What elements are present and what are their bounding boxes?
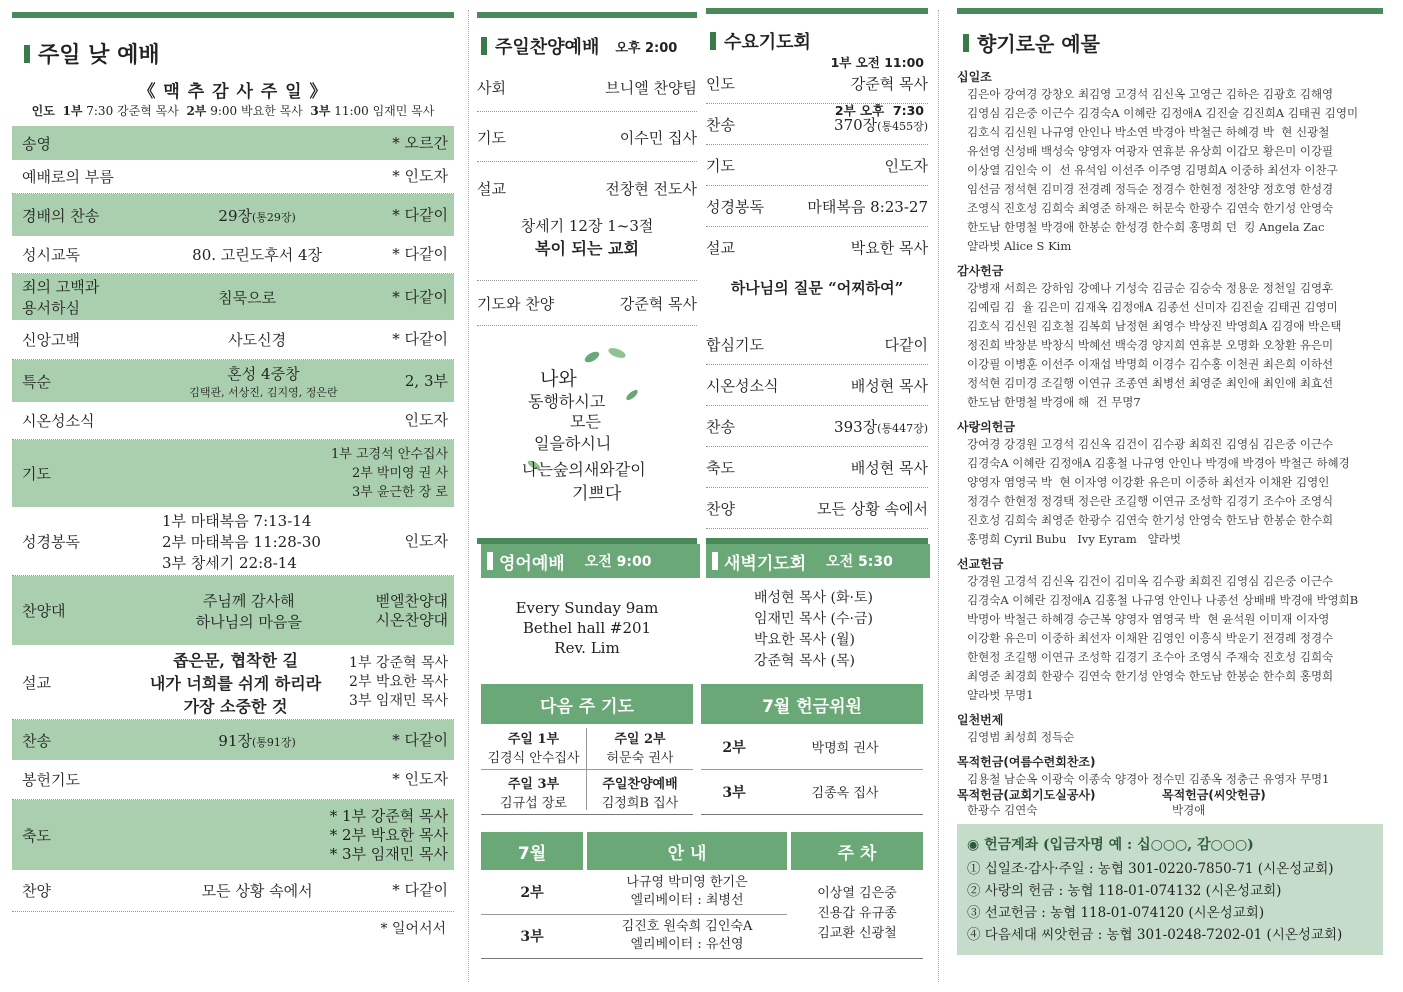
svg-text:기쁘다: 기쁘다 xyxy=(572,484,622,504)
guide-part: 3부 xyxy=(520,929,544,945)
row-value-text: 박요한 목사 xyxy=(850,239,928,257)
row-value xyxy=(851,73,928,94)
cm-value: 박명희 권사 xyxy=(811,741,879,756)
row-label: 설교 xyxy=(477,180,506,198)
schedule-value: 7:30 강준혁 목사 xyxy=(86,104,179,118)
row-label: 합심기도 xyxy=(706,335,764,354)
row-middle xyxy=(122,590,376,632)
row-label: 인도 xyxy=(706,74,735,93)
subtitle: 《 맥 추 감 사 주 일 》 xyxy=(138,82,328,102)
offering-names: 정경수 한현정 정경택 정은란 조길행 이연규 조성학 김경기 조수아 조영식 xyxy=(967,494,1334,508)
schedule-label: 2부 xyxy=(186,104,207,118)
offering-names: 김경숙A 이혜란 김정애A 김홍철 나규영 안인나 박경애 박경아 박철근 하혜경 xyxy=(967,456,1350,470)
row-right: * 인도자 xyxy=(392,167,448,185)
guide-a: 김진호 원숙희 김인숙A xyxy=(621,919,753,934)
np-cell xyxy=(481,724,586,769)
svg-text:일을하시니: 일을하시니 xyxy=(534,434,612,453)
offering-names: 김호식 김신원 김호철 김복희 남정현 최영수 박상진 박영희A 김경애 박은택 xyxy=(967,319,1342,333)
np-value: 허문숙 권사 xyxy=(606,750,674,766)
square-icon xyxy=(481,37,487,55)
row-right: * 다같이 xyxy=(392,881,448,899)
service-row xyxy=(12,800,454,870)
row-label: 찬송 xyxy=(706,417,735,436)
row-label: 특순 xyxy=(22,372,51,391)
next-prayer-header: 다음 주 기도 xyxy=(481,684,693,724)
row-value-text: 모든 상황 속에서 xyxy=(817,499,928,518)
row-label: 기도 xyxy=(706,156,735,175)
offering-category: 선교헌금 xyxy=(957,557,1004,571)
service-row xyxy=(12,320,454,360)
account-line: ① 십일조·감사·주일 : 농협 301-0220-7850-71 (시온성교회) xyxy=(967,861,1334,877)
row-label: 찬송 xyxy=(22,731,51,750)
purpose2-head: 목적헌금(씨앗헌금) xyxy=(1162,788,1266,802)
offering-names: 김은아 강여경 강창오 최김영 고경석 김신옥 고영근 김하은 김광호 김해영 xyxy=(967,87,1334,101)
row-middle-small: (통91장) xyxy=(251,735,296,749)
month-header: 7월 xyxy=(481,832,583,870)
english-worship-info xyxy=(477,598,697,658)
row-value-text: 370장 xyxy=(834,115,878,134)
np-value: 김경식 안수집사 xyxy=(487,750,580,766)
dawn-prayer-leaders xyxy=(754,588,873,672)
account-box xyxy=(957,824,1383,955)
top-bar xyxy=(706,8,928,14)
footnote: * 일어서서 xyxy=(380,921,446,937)
service-row xyxy=(12,360,454,402)
service-row xyxy=(12,720,454,760)
service-row xyxy=(12,236,454,274)
offering-names: 한현정 조길행 이연규 조성학 김경기 조수아 조영식 주재숙 진호성 김희숙 xyxy=(967,650,1334,664)
service-row xyxy=(12,126,454,160)
row-value-text: 배성현 목사 xyxy=(850,458,928,477)
wednesday-row xyxy=(706,186,928,227)
offering-names: 강병재 서희은 강하임 강예나 기성숙 김금순 김승숙 정용운 정천일 김영후 xyxy=(967,281,1334,295)
np-cell xyxy=(481,769,586,814)
row-label: 찬양 xyxy=(22,882,51,900)
offering-names: 한도남 한명철 박경애 한봉순 한성경 한수희 홍명희 던 킹 Angela Zac xyxy=(967,220,1325,234)
praise-row xyxy=(477,114,697,162)
offering-names: 한도남 한명철 박경애 해 건 무명7 xyxy=(967,395,1141,409)
section-title xyxy=(710,28,811,54)
offering-names: 이강환 유은미 이중하 최선자 이채완 김영인 이흥식 박운기 전경례 정경수 xyxy=(967,631,1334,645)
svg-text:모든: 모든 xyxy=(570,412,601,431)
offering-names: 김경숙A 이혜란 김정애A 김홍철 나규영 안인나 나종선 상배배 박경애 박영희B xyxy=(967,593,1359,607)
row-label: 축도 xyxy=(706,458,735,477)
offering-section xyxy=(957,262,1383,412)
wednesday-row xyxy=(706,406,928,447)
account-list xyxy=(967,858,1373,946)
row-right: 인도자 xyxy=(404,411,448,429)
row-middle-text: 사도신경 xyxy=(228,331,287,349)
english-worship-header xyxy=(481,544,700,578)
committee-header: 7월 헌금위원 xyxy=(701,684,923,724)
row-middle xyxy=(102,287,392,308)
time-line: 2부 오후 7:30 xyxy=(834,103,924,118)
wednesday-row xyxy=(706,365,928,406)
offering-names: 강여경 강경원 고경석 김신옥 김건이 김수광 최희진 김영심 김은중 이근수 xyxy=(967,437,1334,451)
offering-names: 김호식 김신원 나규영 안인나 박소연 박경아 박철근 하혜경 박 현 신광철 xyxy=(967,125,1330,139)
schedule-label: 인도 xyxy=(31,104,55,118)
cm-part: 2부 xyxy=(722,739,746,756)
row-label: 사회 xyxy=(477,79,506,97)
guide-a: 나규영 박미영 한기은 xyxy=(626,875,748,890)
title-text: 수요기도회 xyxy=(724,32,811,53)
row-right: * 오르간 xyxy=(392,133,448,152)
guide-cell xyxy=(587,870,787,914)
offering-names: 임선금 정석현 김미경 전경례 정득순 정경수 한현정 정찬양 정호영 한성경 xyxy=(967,182,1334,196)
eng-line: Every Sunday 9am xyxy=(515,599,659,617)
offering-lists xyxy=(957,64,1383,795)
title-text: 주일 낮 예배 xyxy=(38,43,160,68)
row-middle-text: 좁은문, 협착한 길 내가 너희를 쉬게 하리라 가장 소중한 것 xyxy=(149,650,322,716)
row-value xyxy=(851,375,928,396)
row-label: 기도와 찬양 xyxy=(477,294,555,313)
guide-b: 엘리베이터 : 최병선 xyxy=(630,893,744,908)
row-middle xyxy=(122,244,392,265)
dawn-line: 배성현 목사 (화·토) xyxy=(754,590,873,606)
service-row xyxy=(12,576,454,645)
offering-section xyxy=(957,418,1383,549)
row-middle xyxy=(122,205,392,226)
dawn-title: 새벽기도회 xyxy=(724,553,807,574)
time-line: 1부 오전 11:00 xyxy=(830,55,924,70)
offering-names: 양영자 염영국 박 현 이자영 이강환 유은미 이중하 최선자 이채완 김영인 xyxy=(967,475,1330,489)
row-middle-text: 모든 상황 속에서 xyxy=(201,882,313,900)
offering-category: 목적헌금(여름수련회찬조) xyxy=(957,755,1096,769)
row-label: 성경봉독 xyxy=(22,532,80,551)
dawn-line: 박요한 목사 (월) xyxy=(754,632,855,648)
row-label: 예배로의 부름 xyxy=(22,168,114,186)
schedule-label: 3부 xyxy=(310,104,331,118)
row-value xyxy=(834,416,928,437)
np-head: 주일찬양예배 xyxy=(602,776,678,792)
service-row xyxy=(12,194,454,236)
offering-names: 진호성 김희숙 최영준 한광수 김연숙 한기성 안영숙 한도남 한봉순 한수희 xyxy=(967,513,1334,527)
row-right: * 다같이 xyxy=(392,245,448,263)
offering-names: 박명아 박철근 하혜경 승근복 양영자 염영국 박 현 윤석원 이미재 이자영 xyxy=(967,612,1330,626)
offering-names: 얄라벗 Alice S Kim xyxy=(967,239,1072,253)
svg-text:나는숲의새와같이: 나는숲의새와같이 xyxy=(522,460,646,479)
park-line: 진용갑 유규종 xyxy=(817,906,897,921)
offering-category: 사랑의헌금 xyxy=(957,420,1015,434)
wednesday-row xyxy=(706,488,928,529)
row-middle-text: 80. 고린도후서 4장 xyxy=(192,246,323,264)
praise-row xyxy=(477,164,697,212)
account-line: ④ 다음세대 씨앗헌금 : 농협 301-0248-7202-01 (시온성교회) xyxy=(967,927,1343,943)
row-middle-text: 1부 마태복음 7:13-14 2부 마태복음 11:28-30 3부 창세기 22:8-14 xyxy=(162,511,321,572)
section-title xyxy=(481,33,677,59)
title-text: 주일찬양예배 xyxy=(495,37,600,58)
row-value-text: 배성현 목사 xyxy=(850,376,928,395)
schedule-value: 9:00 박요한 목사 xyxy=(210,104,303,118)
service-row xyxy=(12,402,454,440)
purpose2-value: 박경애 xyxy=(1172,803,1206,817)
offering-names: 최영준 최경희 한광수 김연숙 한기성 안영숙 한도남 한봉순 한수희 홍명희 xyxy=(967,669,1334,683)
title-text: 향기로운 예물 xyxy=(977,32,1100,56)
row-label: 축도 xyxy=(22,826,51,845)
row-middle xyxy=(122,329,392,350)
row-value-small: (통447장) xyxy=(877,421,928,435)
row-right: 2, 3부 xyxy=(404,371,448,390)
parking-cell xyxy=(791,870,923,958)
guide-header: 안 내 xyxy=(587,832,787,870)
offering-names: 강경원 고경석 김신옥 김건이 김미옥 김수광 최희진 김영심 김은중 이근수 xyxy=(967,574,1334,588)
offering-names: 이강필 이병훈 이선주 이재섭 박명희 이경수 김수홍 이천권 최은희 이하선 xyxy=(967,357,1334,371)
parking-header: 주 차 xyxy=(791,832,923,870)
row-value xyxy=(885,155,928,176)
row-middle xyxy=(122,510,405,573)
row-label: 기도 xyxy=(477,129,506,147)
cm-value: 김종옥 집사 xyxy=(811,786,879,801)
service-row xyxy=(12,870,454,912)
row-label: 성경봉독 xyxy=(706,197,764,216)
service-row xyxy=(12,760,454,800)
wednesday-row xyxy=(706,145,928,186)
offering-category: 감사헌금 xyxy=(957,264,1004,278)
row-value xyxy=(851,457,928,478)
row-label: 신앙고백 xyxy=(22,331,80,349)
purpose1-head: 목적헌금(교회기도실공사) xyxy=(957,788,1096,802)
row-right: 1부 고경석 안수집사 2부 박미영 권 사 3부 윤근한 장 로 xyxy=(331,447,448,500)
service-row xyxy=(12,160,454,194)
row-label: 설교 xyxy=(22,673,51,692)
leaf-icon xyxy=(522,345,652,515)
np-cell xyxy=(587,769,693,814)
row-label: 시온성소식 xyxy=(706,376,779,395)
offering-section xyxy=(957,753,1383,789)
offering-section xyxy=(957,555,1383,705)
row-value-text: 마태복음 8:23-27 xyxy=(807,197,928,216)
row-middle xyxy=(122,730,392,751)
row-label: 시온성소식 xyxy=(22,412,95,430)
purpose1-value: 한광수 김연숙 xyxy=(967,803,1038,817)
np-head: 주일 3부 xyxy=(507,776,560,792)
svg-text:동행하시고: 동행하시고 xyxy=(528,392,606,411)
row-label: 기도 xyxy=(22,465,51,483)
square-icon xyxy=(712,552,718,570)
account-line: ③ 선교헌금 : 농협 118-01-074120 (시온성교회) xyxy=(967,905,1265,921)
row-right: * 1부 강준혁 목사 * 2부 박요한 목사 * 3부 임재민 목사 xyxy=(329,806,448,863)
service-row xyxy=(12,645,454,720)
row-value-text: 인도자 xyxy=(884,156,928,175)
row-value: 브니엘 찬양팀 xyxy=(605,79,697,97)
row-label: 경배의 찬송 xyxy=(22,206,100,225)
offering-names: 이상열 김인숙 이 선 유석임 이선주 이주영 김명희A 이중하 최선자 이찬구 xyxy=(967,163,1338,177)
np-head: 주일 2부 xyxy=(614,731,666,747)
svg-text:나와: 나와 xyxy=(540,368,577,390)
row-middle-text: 혼성 4중창 xyxy=(227,364,300,383)
offering-names: 정진희 박창분 박창식 박혜선 백숙경 양지희 연휴분 오명화 오창환 유은미 xyxy=(967,338,1334,352)
bottom-tables xyxy=(481,684,923,960)
service-row xyxy=(12,507,454,576)
row-value xyxy=(851,237,928,258)
row-right: * 인도자 xyxy=(392,770,448,788)
row-right: 인도자 xyxy=(404,531,448,550)
offering-names: 김예림 김 율 김은미 김재옥 김정애A 김종선 신미자 김진술 김태권 김영미 xyxy=(967,300,1338,314)
np-value: 김규섭 장로 xyxy=(500,795,567,811)
offerings-column xyxy=(957,0,1383,992)
park-line: 이상열 김은중 xyxy=(817,886,897,901)
top-bar xyxy=(477,12,697,18)
square-icon xyxy=(24,45,30,63)
row-value-small: (통455장) xyxy=(877,119,928,133)
sermon-title: 하나님의 질문 “어찌하여” xyxy=(730,279,904,297)
row-value: 전창현 전도사 xyxy=(605,180,697,198)
guide-part: 2부 xyxy=(520,885,544,901)
row-label: 설교 xyxy=(706,239,735,257)
divider xyxy=(468,10,470,982)
offering-names: 조영식 진호성 김희숙 최영준 하재은 허문숙 한광수 김연숙 한기성 안영숙 xyxy=(967,201,1334,215)
guide-b: 엘리베이터 : 유선영 xyxy=(630,937,744,952)
row-right: * 다같이 xyxy=(392,330,448,348)
row-label: 찬양 xyxy=(706,499,735,518)
account-line: ② 사랑의 헌금 : 농협 118-01-074132 (시온성교회) xyxy=(967,883,1282,899)
offering-category: 일천번제 xyxy=(957,713,1004,727)
wednesday-row xyxy=(706,227,928,268)
row-middle-text: 주님께 감사해 하나님의 마음을 xyxy=(195,591,302,631)
offering-names: 정석현 김미경 조길행 이연규 조종연 최병선 최영준 최인애 최인애 최효선 xyxy=(967,376,1334,390)
top-bar xyxy=(12,12,454,18)
row-value: 이수민 집사 xyxy=(619,129,697,147)
offering-names: 김용철 남순옥 이광숙 이종숙 양경아 정수민 김종옥 정충근 유영자 무명1 xyxy=(967,772,1330,786)
offering-category: 십일조 xyxy=(957,70,992,84)
row-label: 봉헌기도 xyxy=(22,771,80,789)
row-right: * 다같이 xyxy=(392,730,448,749)
row-right: 1부 강준혁 목사 2부 박요한 목사 3부 임재민 목사 xyxy=(349,654,448,709)
committee-table xyxy=(701,724,923,815)
offering-names: 김영심 김은중 이근수 김경숙A 이혜란 김정애A 김진술 김진희A 김태권 김영미 xyxy=(967,106,1359,120)
service-row xyxy=(12,274,454,320)
wednesday-row xyxy=(706,104,928,145)
row-right: * 다같이 xyxy=(392,287,448,306)
park-line: 김교환 신광철 xyxy=(817,926,897,941)
row-value-text: 다같이 xyxy=(884,335,928,354)
calligraphy-image xyxy=(522,345,652,515)
section-title xyxy=(963,28,1100,57)
schedule-value: 11:00 임재민 목사 xyxy=(334,104,435,118)
dawn-prayer-header xyxy=(706,544,930,578)
np-value: 김정희B 집사 xyxy=(601,795,679,811)
dawn-line: 임재민 목사 (수·금) xyxy=(754,611,873,627)
np-head: 주일 1부 xyxy=(507,731,560,747)
row-value-text: 강준혁 목사 xyxy=(850,74,928,93)
eng-time: 오전 9:00 xyxy=(584,554,652,570)
offering-names: 유선영 신성배 백성숙 양영자 여광자 연휴분 유상희 이갑모 황은미 이강필 xyxy=(967,144,1334,158)
row-middle xyxy=(122,880,392,901)
row-middle xyxy=(122,648,349,717)
cm-part: 3부 xyxy=(722,784,746,801)
next-prayer-table xyxy=(481,724,693,815)
row-value: 강준혁 목사 xyxy=(619,294,697,313)
guide-table xyxy=(481,870,923,959)
offering-section xyxy=(957,68,1383,256)
schedule xyxy=(12,102,454,119)
row-middle xyxy=(122,363,405,400)
praise-row xyxy=(477,64,697,112)
dawn-line: 강준혁 목사 (목) xyxy=(754,653,855,669)
sunday-worship-column xyxy=(12,0,454,992)
sermon-ref: 창세기 12장 1~3절 xyxy=(520,217,654,235)
schedule-label: 1부 xyxy=(62,104,83,118)
row-label: 찬송 xyxy=(706,115,735,134)
wednesday-row xyxy=(706,447,928,488)
np-cell xyxy=(587,724,693,769)
square-icon xyxy=(963,34,969,52)
row-value xyxy=(834,114,928,135)
offering-section xyxy=(957,711,1383,747)
row-label: 찬양대 xyxy=(22,602,66,620)
row-middle-text: 91장 xyxy=(218,731,252,750)
wednesday-row xyxy=(706,324,928,365)
row-middle-small: (통29장) xyxy=(251,210,296,224)
section-title xyxy=(24,38,160,69)
row-value xyxy=(817,498,928,519)
wednesday-row xyxy=(706,63,928,104)
row-label: 송영 xyxy=(22,134,51,153)
eng-title: 영어예배 xyxy=(499,553,565,574)
square-icon xyxy=(487,552,493,570)
prayer-row xyxy=(477,280,697,326)
row-label: 죄의 고백과 용서하심 xyxy=(22,278,104,317)
divider xyxy=(938,10,940,982)
eng-line: Rev. Lim xyxy=(554,639,620,657)
row-right: 벧엘찬양대 시온찬양대 xyxy=(375,591,448,629)
row-value-text: 393장 xyxy=(834,417,878,436)
service-row xyxy=(12,440,454,507)
sermon-title: 복이 되는 교회 xyxy=(535,239,639,258)
row-value xyxy=(807,196,928,217)
guide-cell xyxy=(587,914,787,958)
row-label: 성시교독 xyxy=(22,246,80,264)
row-value xyxy=(885,334,928,355)
offering-names: 김영범 최성희 정득순 xyxy=(967,730,1075,744)
offering-names: 홍명희 Cyril Bubu Ivy Eyram 얄라벗 xyxy=(967,532,1182,546)
top-bar xyxy=(957,8,1383,14)
eng-line: Bethel hall #201 xyxy=(522,619,652,637)
offering-names: 얄라벗 무명1 xyxy=(967,688,1034,702)
dawn-time: 오전 5:30 xyxy=(826,554,893,570)
row-middle-small: 김택관, 서상진, 김지영, 정은란 xyxy=(189,385,338,399)
account-title: ◉ 헌금계좌 (입금자명 예 : 십○○○, 감○○○) xyxy=(967,837,1254,853)
row-middle-text: 침묵으로 xyxy=(218,288,277,307)
row-middle-text: 29장 xyxy=(218,206,252,225)
row-right: * 다같이 xyxy=(392,205,448,224)
square-icon xyxy=(710,32,716,50)
time-text: 오후 2:00 xyxy=(615,40,678,56)
